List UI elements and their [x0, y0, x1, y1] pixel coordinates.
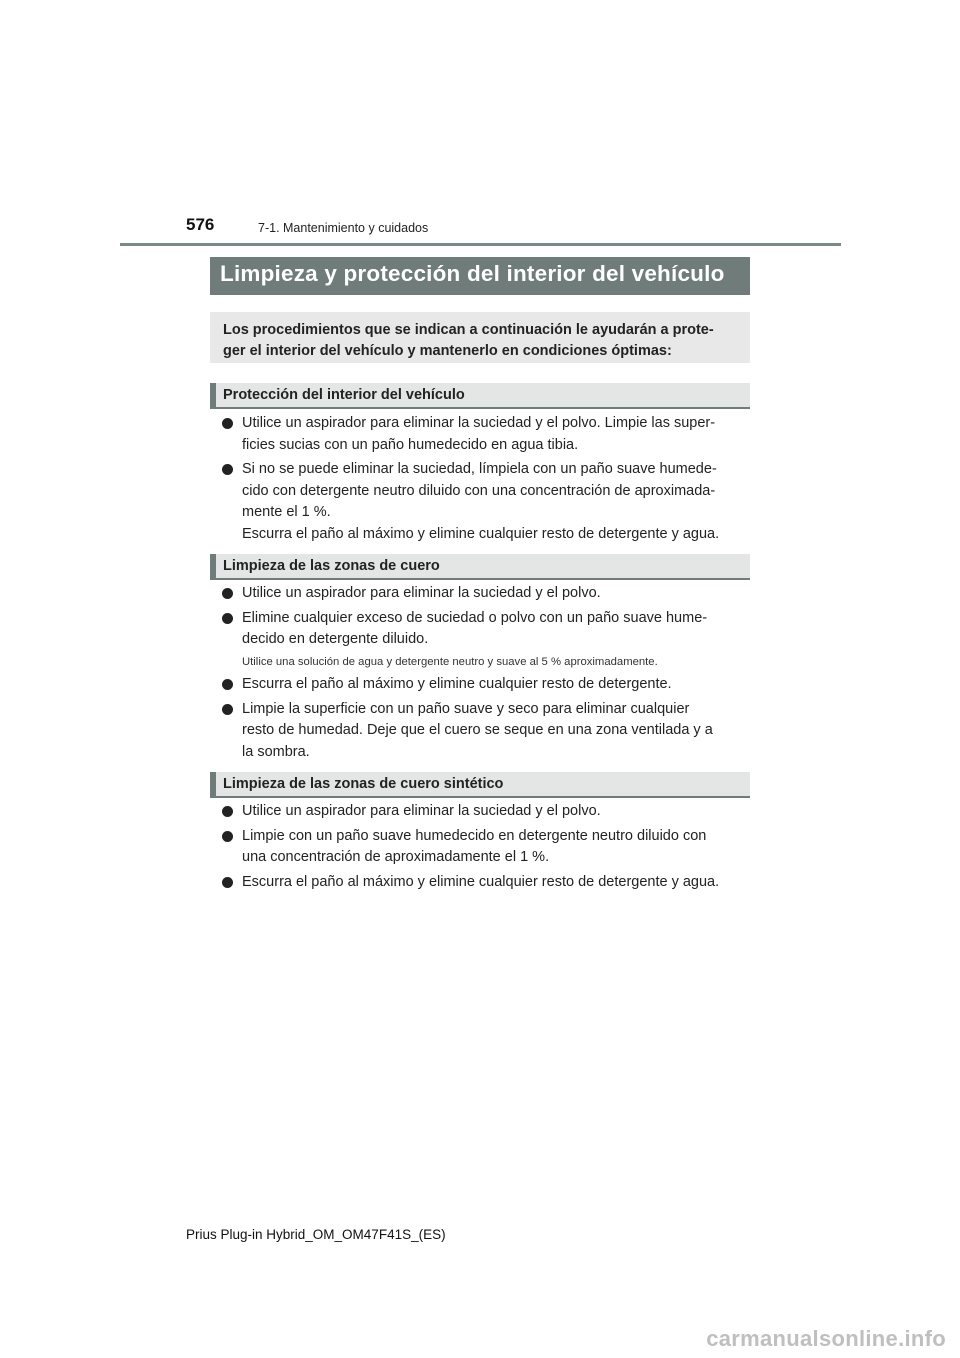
list-item-line: mente el 1 %.: [242, 504, 331, 520]
bullet-icon: [222, 464, 233, 475]
list-item: [222, 872, 746, 894]
list-item-line: ficies sucias con un paño humedecido en agua tibia.: [242, 436, 579, 453]
list-item-line: Limpie la superficie con un paño suave y seco para eliminar cualquier: [242, 700, 690, 717]
list-item-line: Utilice un aspirador para eliminar la suciedad y el polvo.: [242, 803, 601, 819]
intro-box: [210, 312, 750, 363]
list-synthetic-leather-cleaning: [222, 801, 746, 896]
list-item: [222, 826, 746, 869]
list-item: [222, 459, 746, 545]
list-item-line: la sombra.: [242, 743, 310, 760]
page-number: 576: [186, 215, 215, 234]
bullet-icon: [222, 831, 233, 842]
bullet-icon: [222, 679, 233, 690]
list-item-line: resto de humedad. Deje que el cuero se seque en una zona ventilada y a: [242, 722, 713, 738]
list-item-line: Si no se puede eliminar la suciedad, límpiela con un paño suave humede-: [242, 461, 717, 477]
list-item-line: una concentración de aproximadamente el 1 %.: [242, 849, 550, 865]
page-title: Limpieza y protección del interior del vehículo: [210, 257, 750, 295]
list-item: [222, 608, 746, 651]
list-item: [222, 583, 746, 605]
bullet-icon: [222, 613, 233, 624]
bullet-icon: [222, 877, 233, 888]
list-item-line: Escurra el paño al máximo y elimine cualquier resto de detergente y agua.: [242, 873, 720, 890]
bullet-icon: [222, 588, 233, 599]
list-item-line: decido en detergente diluido.: [242, 631, 429, 647]
list-item-line: Elimine cualquier exceso de suciedad o polvo con un paño suave hume-: [242, 609, 708, 626]
list-leather-cleaning: [222, 583, 746, 654]
list-item-line: cido con detergente neutro diluido con una concentración de aproximada-: [242, 482, 716, 499]
intro-line: Los procedimientos que se indican a continuación le ayudarán a prote-: [223, 322, 714, 338]
list-leather-cleaning-continued: [222, 674, 746, 766]
list-item-line: Utilice un aspirador para eliminar la suciedad y el polvo. Limpie las super-: [242, 415, 716, 431]
subheader-interior-protection: Protección del interior del vehículo: [210, 383, 750, 409]
list-item: [222, 801, 746, 823]
watermark[interactable]: carmanualsonline.info: [706, 1326, 946, 1351]
leather-note: Utilice una solución de agua y detergente neutro y suave al 5 % aproximadamente.: [242, 656, 658, 668]
bullet-icon: [222, 704, 233, 715]
list-item-line: Utilice un aspirador para eliminar la suciedad y el polvo.: [242, 585, 601, 601]
section-reference: 7-1. Mantenimiento y cuidados: [258, 221, 429, 235]
intro-line: ger el interior del vehículo y mantenerlo en condiciones óptimas:: [223, 343, 672, 359]
list-item-line: Escurra el paño al máximo y elimine cualquier resto de detergente.: [242, 676, 672, 692]
list-interior-protection: [222, 413, 746, 548]
list-item: [222, 413, 746, 456]
bullet-icon: [222, 806, 233, 817]
list-item: [222, 674, 746, 696]
bullet-icon: [222, 418, 233, 429]
list-item-line: Escurra el paño al máximo y elimine cualquier resto de detergente y agua.: [242, 525, 720, 542]
list-item: [222, 699, 746, 764]
list-item-line: Limpie con un paño suave humedecido en detergente neutro diluido con: [242, 827, 707, 844]
header-rule: [120, 243, 841, 246]
subheader-synthetic-leather-cleaning: Limpieza de las zonas de cuero sintético: [210, 772, 750, 798]
footer-document-id: Prius Plug-in Hybrid_OM_OM47F41S_(ES): [186, 1227, 446, 1242]
subheader-leather-cleaning: Limpieza de las zonas de cuero: [210, 554, 750, 580]
